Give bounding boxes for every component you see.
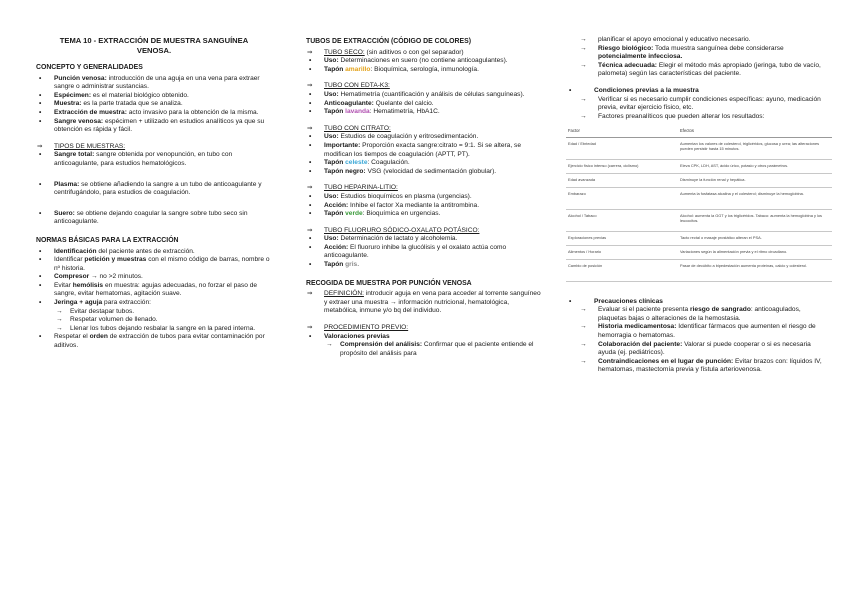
list-item: • Uso: Estudios de coagulación y eritrosedimentación. xyxy=(306,133,544,142)
sub-item: → Comprensión del análisis: Confirmar que el paciente entiende el propósito del análisis para xyxy=(306,341,544,358)
tube-heading-edta: ⇒ TUBO CON EDTA-K3: xyxy=(306,82,544,91)
list-item: • Tapón amarillo: Bioquímica, serología, inmunología. xyxy=(306,66,544,75)
condiciones-heading: • Condiciones previas a la muestra xyxy=(566,87,828,96)
list-item: • Sangre total: sangre obtenida por venopunción, en tubo con anticoagulante, para estudios hematológicos. xyxy=(36,151,272,168)
normas-list xyxy=(36,248,272,351)
tube-heading-heparina: ⇒ TUBO HEPARINA-LITIO: xyxy=(306,184,544,193)
column-2 xyxy=(306,36,544,358)
cap-color-gris: gris xyxy=(345,261,358,269)
sub-item: → Evaluar si el paciente presenta riesgo de sangrado: anticoagulados, plaquetas bajas o alteraciones de la hemostasia. xyxy=(566,306,828,323)
sub-item: → Colaboración del paciente: Valorar si puede cooperar o si es necesaria ayuda (ej. pediátricos). xyxy=(566,341,828,358)
list-item: • Espécimen: es el material biológico obtenido. xyxy=(36,92,272,101)
valoraciones-cont-list xyxy=(566,36,828,79)
cap-color-celeste: celeste xyxy=(345,159,368,167)
factores-table xyxy=(566,125,832,281)
table-header-cell: Factor xyxy=(566,125,678,137)
section-heading-concepto: CONCEPTO Y GENERALIDADES xyxy=(36,64,143,71)
list-item: • Muestra: es la parte tratada que se analiza. xyxy=(36,100,272,109)
tube-heading-fluoruro: ⇒ TUBO FLUORURO SÓDICO-OXALATO POTÁSICO: xyxy=(306,227,544,236)
list-item: • Uso: Determinación de lactato y alcoholemia. xyxy=(306,235,544,244)
list-item: • Plasma: se obtiene añadiendo la sangre a un tubo de anticoagulante y centrifugándolo, para estudios de coagulación. xyxy=(36,181,272,198)
list-item: • Tapón lavanda: Hematimetría, HbA1C. xyxy=(306,108,544,117)
list-item: • Tapón negro: VSG (velocidad de sedimentación globular). xyxy=(306,168,544,177)
condiciones-list xyxy=(566,87,828,121)
list-item: • Punción venosa: introducción de una aguja en una vena para extraer sangre o administrar sustancias. xyxy=(36,75,272,92)
concepto-list xyxy=(36,75,272,135)
column-1 xyxy=(36,36,272,351)
list-item: • Acción: Inhibe el factor Xa mediante la antitrombina. xyxy=(306,202,544,211)
sub-item: → Contraindicaciones en el lugar de punción: Evitar brazos con: líquidos IV, hematomas, mastectomía previa y fístula arteriovenosa. xyxy=(566,358,828,375)
sub-item: → Factores preanalíticos que pueden alterar los resultados: xyxy=(566,113,828,122)
tubo-fluoruro-list xyxy=(306,227,544,270)
list-item: • Identificar petición y muestras con el mismo código de barras, nombre o nº historia. xyxy=(36,256,272,273)
sub-item: → Verificar si es necesario cumplir condiciones específicas: ayuno, medicación previa, evitar ejercicio físico, etc. xyxy=(566,96,828,113)
table-row: Ejercicio físico intenso (carrera, ciclismo) Eleva CPK, LDH, AST, ácido úrico, potasio y otros parámetros. xyxy=(566,159,832,173)
table-row: Embarazo Aumenta la fosfatasa alcalina y el colesterol; disminuye la hemoglobina. xyxy=(566,187,832,209)
list-item: • Valoraciones previas xyxy=(306,333,544,342)
continuation-text: → planificar el apoyo emocional y educativo necesario. xyxy=(566,36,828,45)
section-heading-tipos: ⇒ TIPOS DE MUESTRAS: xyxy=(36,143,272,152)
table-header-cell: Efectos xyxy=(678,125,832,137)
table-row: Alcohol / Tabaco Alcohol: aumenta la GGT y los triglicéridos. Tabaco: aumenta la hemoglobina y los leucocitos. xyxy=(566,209,832,231)
cap-color-lavanda: lavanda xyxy=(345,108,370,116)
table-row: Alimentos / Horario Variaciones según la alimentación previa y el ritmo circadiano. xyxy=(566,245,832,259)
list-item: • Sangre venosa: espécimen + utilizado en estudios analíticos ya que su obtención es rápida y fácil. xyxy=(36,118,272,135)
tube-heading-seco: ⇒ TUBO SECO: (sin aditivos o con gel separador) xyxy=(306,49,544,58)
table-row: Edad / Ebriedad Aumentan los valores de colesterol, triglicéridos, glucosa y urea; las alteraciones pueden persistir hasta 15 minutos. xyxy=(566,137,832,159)
section-heading-normas: NORMAS BÁSICAS PARA LA EXTRACCIÓN xyxy=(36,236,179,244)
tipos-list xyxy=(36,143,272,227)
cap-color-amarillo: amarillo xyxy=(345,65,371,73)
definicion-item: ⇒ DEFINICIÓN: introducir aguja en vena para acceder al torrente sanguíneo y extraer una muestra → información nutricional, hematológica, metabólica, inmune y/o bq del individuo. xyxy=(306,290,544,316)
list-item: • Tapón gris. xyxy=(306,261,544,270)
tubo-seco-list xyxy=(306,49,544,75)
sub-item: → Técnica adecuada: Elegir el método más apropiado (jeringa, tubo de vacío, palometa) según las características del paciente. xyxy=(566,62,828,79)
page-title: TEMA 10 - EXTRACCIÓN DE MUESTRA SANGUÍNEA VENOSA. xyxy=(59,36,249,55)
sub-item: → Llenar los tubos dejando resbalar la sangre en la pared interna. xyxy=(36,325,272,334)
tubo-citrato-list xyxy=(306,125,544,177)
recogida-list xyxy=(306,290,544,358)
list-item: • Uso: Hematimetría (cuantificación y análisis de células sanguíneas). xyxy=(306,91,544,100)
column-3 xyxy=(566,36,828,375)
tubo-heparina-list xyxy=(306,184,544,218)
tubo-edta-list xyxy=(306,82,544,116)
table-row: Edad avanzada Disminuye la función renal y hepática. xyxy=(566,173,832,187)
list-item: • Importante: Proporción exacta sangre:citrato = 9:1. Si se altera, se modifican los tiempos de coagulación (APTT, PT). xyxy=(306,142,544,159)
procedimiento-heading: ⇒ PROCEDIMIENTO PREVIO: xyxy=(306,324,544,333)
list-item: • Uso: Estudios bioquímicos en plasma (urgencias). xyxy=(306,193,544,202)
precauciones-heading: • Precauciones clínicas xyxy=(566,298,828,307)
list-item: • Anticoagulante: Quelante del calcio. xyxy=(306,100,544,109)
precauciones-list xyxy=(566,298,828,375)
cap-color-verde: verde xyxy=(345,210,363,218)
sub-item: → Evitar destapar tubos. xyxy=(36,308,272,317)
list-item: • Acción: El fluoruro inhibe la glucólisis y el oxalato actúa como anticoagulante. xyxy=(306,244,544,261)
table-row: Cambio de posición Pasar de decúbito a bipedestación aumenta proteínas, calcio y colesterol. xyxy=(566,259,832,281)
list-item: • Tapón celeste: Coagulación. xyxy=(306,159,544,168)
list-item: • Suero: se obtiene dejando coagular la sangre sobre tubo seco sin anticoagulante. xyxy=(36,210,272,227)
section-heading-tubos: TUBOS DE EXTRACCIÓN (CÓDIGO DE COLORES) xyxy=(306,38,471,45)
list-item: • Evitar hemólisis en muestra: agujas adecuadas, no forzar el paso de sangre, evitar hematomas, agitación suave. xyxy=(36,282,272,299)
list-item: • Compresor → no >2 minutos. xyxy=(36,273,272,282)
table-header-row xyxy=(566,125,832,137)
sub-item: → Riesgo biológico: Toda muestra sanguínea debe considerarse potencialmente infecciosa. xyxy=(566,45,828,62)
list-item: • Respetar el orden de extracción de tubos para evitar contaminación por aditivos. xyxy=(36,333,272,350)
list-item: • Uso: Determinaciones en suero (no contiene anticoagulantes). xyxy=(306,57,544,66)
sub-item: → Respetar volumen de llenado. xyxy=(36,316,272,325)
list-item: • Jeringa + aguja para extracción: xyxy=(36,299,272,308)
list-item: • Identificación del paciente antes de extracción. xyxy=(36,248,272,257)
table-row: Exploraciones previas Tacto rectal o masaje prostático alteran el PSA. xyxy=(566,231,832,245)
section-heading-recogida: RECOGIDA DE MUESTRA POR PUNCIÓN VENOSA xyxy=(306,279,472,287)
sub-item: → Historia medicamentosa: Identificar fármacos que aumenten el riesgo de hemorragia o hematomas. xyxy=(566,323,828,340)
tube-heading-citrato: ⇒ TUBO CON CITRATO: xyxy=(306,125,544,134)
list-item: • Tapón verde: Bioquímica en urgencias. xyxy=(306,210,544,219)
list-item: • Extracción de muestra: acto invasivo para la obtención de la misma. xyxy=(36,109,272,118)
